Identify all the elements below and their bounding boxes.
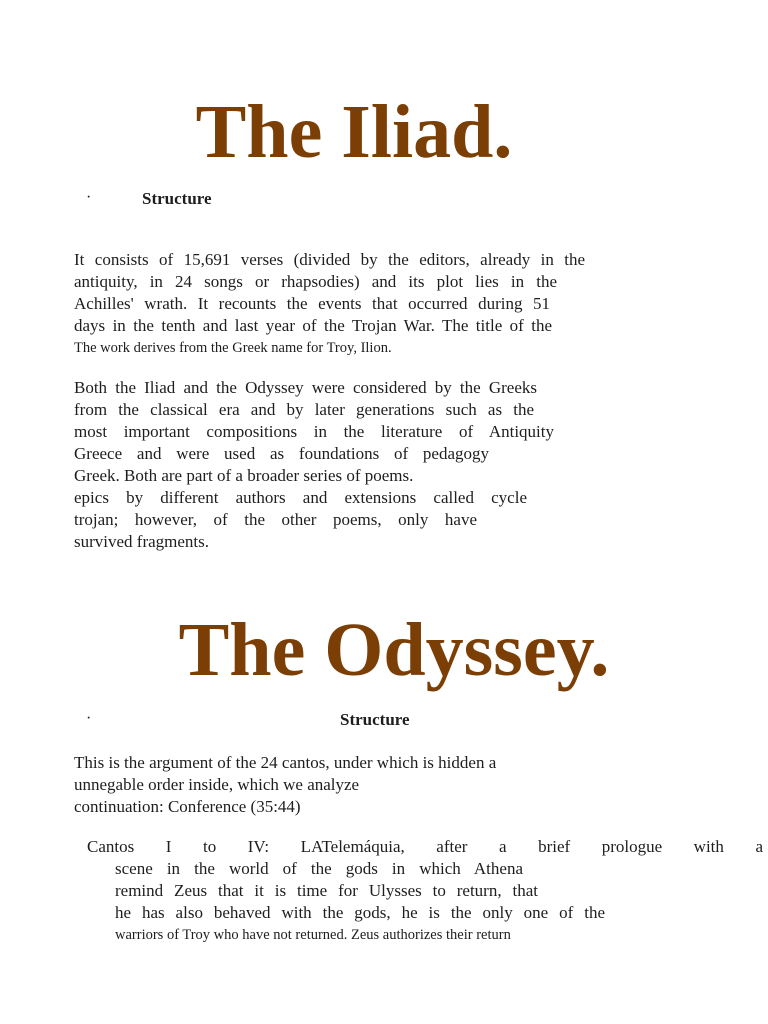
odyssey-p1-line: This is the argument of the 24 cantos, under which is hidden a: [74, 753, 497, 772]
odyssey-paragraph-1: [74, 752, 496, 818]
iliad-p2-line: trojan; however, of the other poems, only have: [74, 510, 477, 529]
iliad-title: The Iliad.: [195, 90, 513, 174]
iliad-p1-line: Achilles' wrath. It recounts the events that occurred during 51: [74, 294, 550, 313]
iliad-bullet: ·: [86, 189, 92, 206]
odyssey-p2-line: he has also behaved with the gods, he is the only one of the: [115, 903, 605, 922]
iliad-p2-line: Both the Iliad and the Odyssey were considered by the Greeks: [74, 378, 537, 397]
iliad-p1-line: antiquity, in 24 songs or rhapsodies) and its plot lies in the: [74, 272, 557, 291]
iliad-p1-line: It consists of 15,691 verses (divided by the editors, already in the: [74, 250, 585, 269]
iliad-p2-line: most important compositions in the literature of Antiquity: [74, 422, 554, 441]
iliad-p2-line: epics by different authors and extensions called cycle: [74, 488, 527, 507]
iliad-paragraph-2: [74, 377, 554, 553]
odyssey-structure-heading: Structure: [340, 710, 410, 729]
odyssey-title: The Odyssey.: [178, 608, 610, 692]
iliad-p1-line: The work derives from the Greek name for Troy, Ilion.: [74, 340, 392, 356]
iliad-p2-line: from the classical era and by later generations such as the: [74, 400, 534, 419]
odyssey-paragraph-2: [87, 836, 763, 946]
iliad-p2-line: Greek. Both are part of a broader series of poems.: [74, 466, 414, 485]
iliad-paragraph-1: [74, 249, 585, 359]
iliad-p1-line: days in the tenth and last year of the Trojan War. The title of the: [74, 316, 552, 335]
odyssey-p1-line: continuation: Conference (35:44): [74, 797, 301, 816]
iliad-p2-line: survived fragments.: [74, 532, 210, 551]
odyssey-p2-line: Cantos I to IV: LATelemáquia, after a brief prologue with a: [87, 837, 763, 856]
iliad-structure-heading: Structure: [142, 189, 212, 208]
odyssey-p2-line: warriors of Troy who have not returned. Zeus authorizes their return: [115, 927, 511, 943]
odyssey-bullet: ·: [86, 710, 92, 727]
odyssey-p2-line: scene in the world of the gods in which Athena: [115, 859, 523, 878]
odyssey-p1-line: unnegable order inside, which we analyze: [74, 775, 360, 794]
odyssey-p2-line: remind Zeus that it is time for Ulysses to return, that: [115, 881, 538, 900]
iliad-p2-line: Greece and were used as foundations of pedagogy: [74, 444, 489, 463]
